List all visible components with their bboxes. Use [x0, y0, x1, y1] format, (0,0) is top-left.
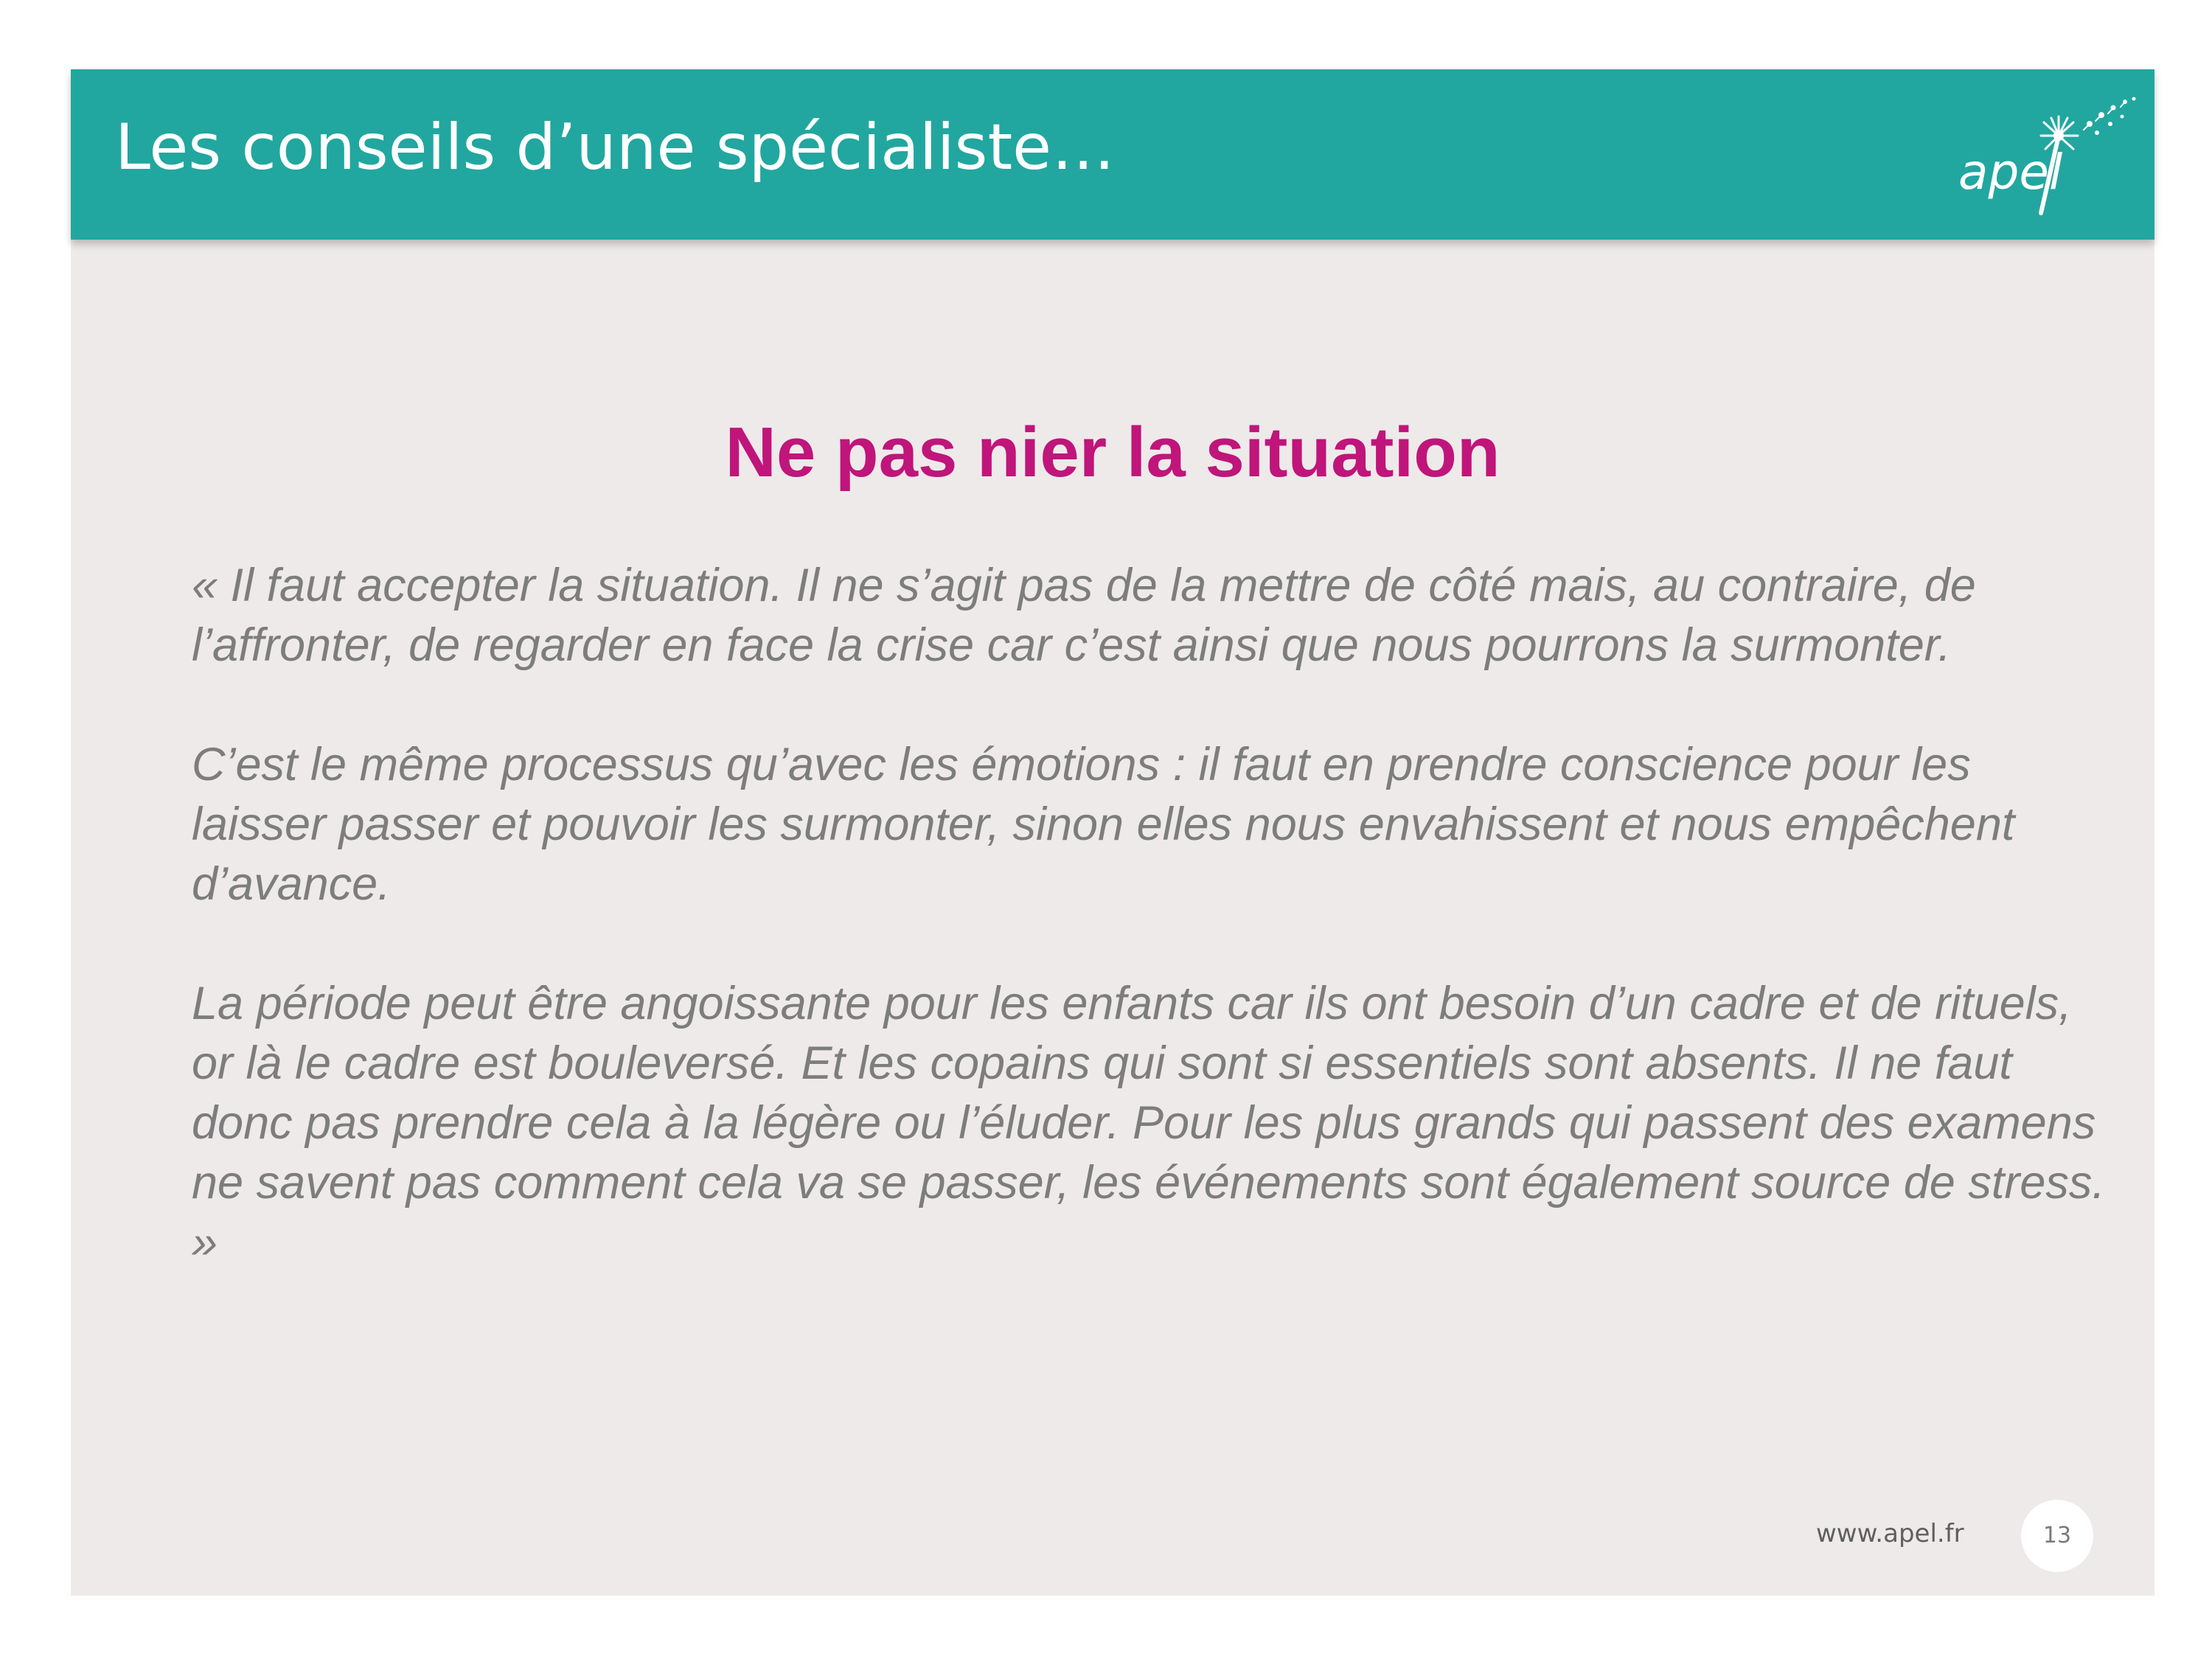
quote-block	[192, 556, 2109, 1332]
quote-paragraph: C’est le même processus qu’avec les émotions : il faut en prendre conscience pour les laisser passer et pouvoir les surmonter, sinon elles nous envahissent et nous empêchent d’avance.	[192, 739, 2015, 910]
quote-paragraph: La période peut être angoissante pour les enfants car ils ont besoin d’un cadre et de rituels, or là le cadre est bouleversé. Et les copains qui sont si essentiels sont absents. Il ne faut donc pas prendre cela à la légère ou l’éluder. Pour les plus grands qui passent des examens ne savent pas comment cela va se passer, les événements sont également source de stress. »	[192, 978, 2105, 1268]
header-bar	[71, 69, 2154, 240]
section-heading: Ne pas nier la situation	[725, 413, 1500, 492]
apel-logo	[1958, 91, 2143, 232]
quote-paragraph: « Il faut accepter la situation. Il ne s’agit pas de la mettre de côté mais, au contraire, de l’affronter, de regarder en face la crise car c’est ainsi que nous pourrons la surmonter.	[192, 560, 1976, 671]
page-number-badge: 13	[2021, 1500, 2093, 1572]
logo-text: apel	[1958, 144, 2063, 201]
slide	[71, 69, 2154, 1596]
page-title: Les conseils d’une spécialiste…	[115, 111, 1116, 184]
footer-url[interactable]: www.apel.fr	[1816, 1519, 1964, 1548]
